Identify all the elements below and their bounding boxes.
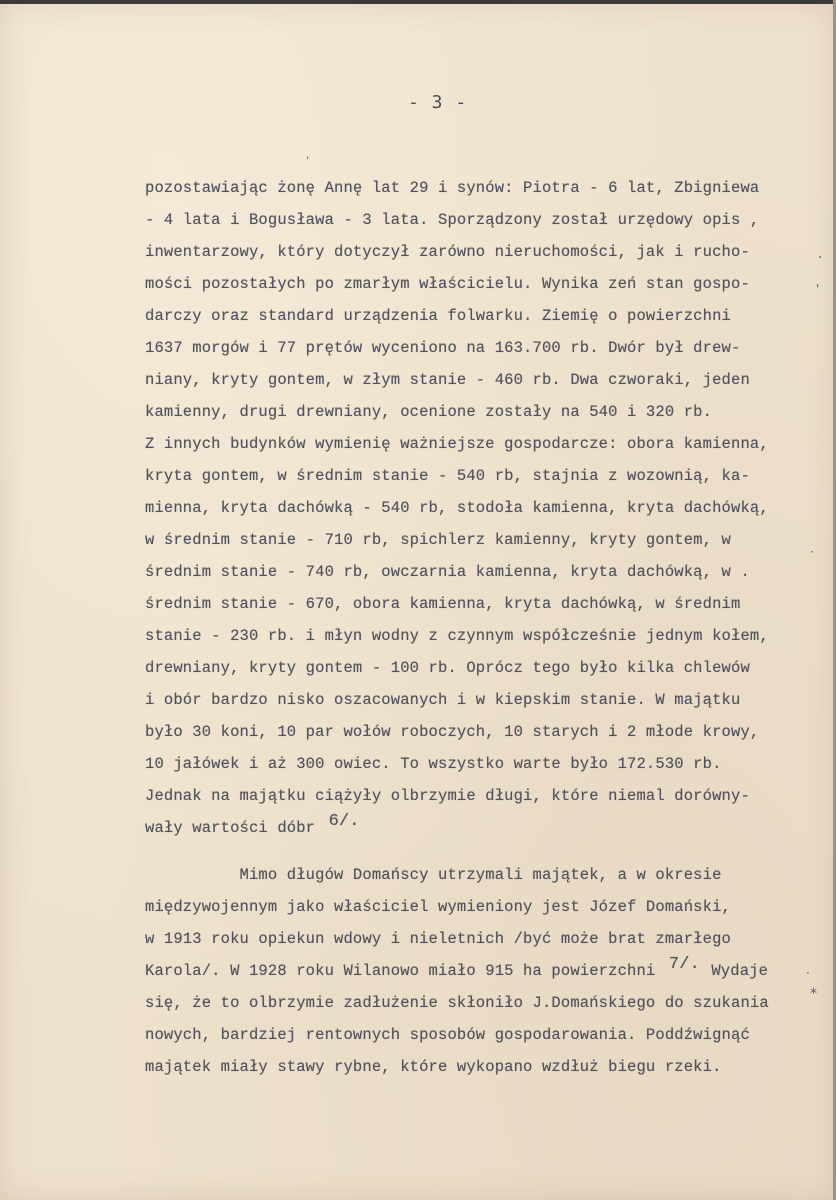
text-line: w średnim stanie - 710 rb, spichlerz kamienny, kryty gontem, w <box>145 531 731 549</box>
text-line: się, że to olbrzymie zadłużenie skłoniło J.Domańskiego do szukania <box>145 994 769 1012</box>
text-line: w 1913 roku opiekun wdowy i nieletnich /być może brat zmarłego <box>145 930 731 948</box>
text-line: pozostawiając żonę Annę lat 29 i synów: Piotra - 6 lat, Zbigniewa <box>145 179 760 197</box>
text-line: Z innych budynków wymienię ważniejsze gospodarcze: obora kamienna, <box>145 435 769 453</box>
text-line: kamienny, drugi drewniany, ocenione zostały na 540 i 320 rb. <box>145 403 713 421</box>
text-line <box>145 812 362 837</box>
text-line: darczy oraz standard urządzenia folwarku. Ziemię o powierzchni <box>145 307 731 325</box>
footnote-marker: 6/. <box>328 812 360 831</box>
text-line: Jednak na majątku ciążyły olbrzymie długi, które niemal dorówny- <box>145 787 750 805</box>
text-line: Mimo długów Domańscy utrzymali majątek, a w okresie <box>145 866 722 884</box>
stray-mark: · <box>818 250 823 266</box>
text-line: stanie - 230 rb. i młyn wodny z czynnym współcześnie jednym kołem, <box>145 627 769 645</box>
stray-mark: · <box>806 966 810 980</box>
stray-mark: ' <box>816 282 820 296</box>
line-text: wały wartości dóbr <box>145 819 316 837</box>
stray-mark: , <box>306 150 310 161</box>
stray-mark: · <box>810 545 814 559</box>
text-line: - 4 lata i Bogusława - 3 lata. Sporządzony został urzędowy opis , <box>145 211 760 229</box>
stray-mark: * <box>810 986 817 1002</box>
text-line: mości pozostałych po zmarłym właścicielu. Wynika zeń stan gospo- <box>145 275 750 293</box>
scan-top-edge <box>0 0 836 4</box>
text-line: drewniany, kryty gontem - 100 rb. Oprócz tego było kilka chlewów <box>145 659 750 677</box>
text-line: 10 jałówek i aż 300 owiec. To wszystko warte było 172.530 rb. <box>145 755 722 773</box>
text-line: nowych, bardziej rentownych sposobów gospodarowania. Poddźwignąć <box>145 1026 750 1044</box>
text-line: i obór bardzo nisko oszacowanych i w kiepskim stanie. W majątku <box>145 691 741 709</box>
page-number: - 3 - <box>408 92 468 113</box>
line-text-after: Wydaje <box>711 962 769 980</box>
text-line: majątek miały stawy rybne, które wykopano wzdłuż biegu rzeki. <box>145 1058 722 1076</box>
text-line: mienna, kryta dachówką - 540 rb, stodoła kamienna, kryta dachówką, <box>145 499 769 517</box>
text-line: było 30 koni, 10 par wołów roboczych, 10 starych i 2 młode krowy, <box>145 723 760 741</box>
text-line: międzywojennym jako właściciel wymieniony jest Józef Domański, <box>145 898 731 916</box>
line-text: Karola/. W 1928 roku Wilanowo miało 915 ha powierzchni <box>145 962 656 980</box>
text-line <box>145 955 769 980</box>
text-line: średnim stanie - 740 rb, owczarnia kamienna, kryta dachówką, w . <box>145 563 750 581</box>
footnote-marker: 7/. <box>668 955 700 974</box>
text-line: 1637 morgów i 77 prętów wyceniono na 163.700 rb. Dwór był drew- <box>145 339 741 357</box>
text-line: niany, kryty gontem, w złym stanie - 460 rb. Dwa czworaki, jeden <box>145 371 750 389</box>
text-line: inwentarzowy, który dotyczył zarówno nieruchomości, jak i rucho- <box>145 243 750 261</box>
text-line: średnim stanie - 670, obora kamienna, kryta dachówką, w średnim <box>145 595 741 613</box>
text-line: kryta gontem, w średnim stanie - 540 rb, stajnia z wozownią, ka- <box>145 467 750 485</box>
